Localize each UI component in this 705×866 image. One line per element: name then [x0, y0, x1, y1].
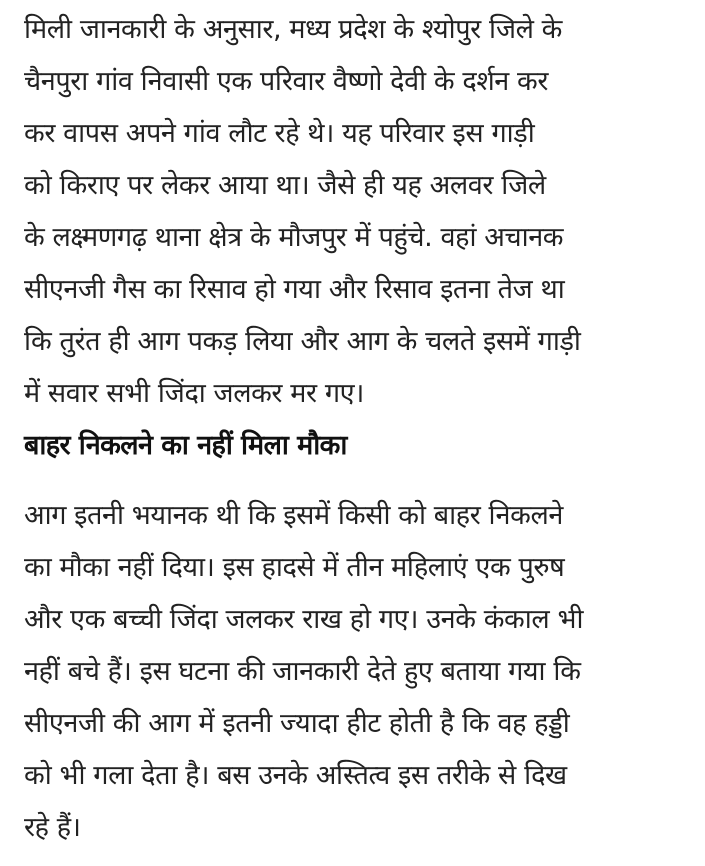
paragraph-1-line: चैनपुरा गांव निवासी एक परिवार वैष्णो देवी के दर्शन कर — [24, 66, 549, 97]
paragraph-1-line: मिली जानकारी के अनुसार, मध्य प्रदेश के श्योपुर जिले के — [24, 14, 563, 45]
paragraph-2-line: रहे हैं। — [24, 812, 81, 843]
paragraph-2-line: आग इतनी भयानक थी कि इसमें किसी को बाहर निकलने — [24, 500, 563, 531]
subheading: बाहर निकलने का नहीं मिला मौका — [24, 430, 347, 461]
paragraph-2-line: सीएनजी की आग में इतनी ज्यादा हीट होती है कि वह हड्डी — [24, 708, 570, 739]
paragraph-2-line: का मौका नहीं दिया। इस हादसे में तीन महिलाएं एक पुरुष — [24, 552, 565, 583]
paragraph-2-line: और एक बच्ची जिंदा जलकर राख हो गए। उनके कंकाल भी — [24, 604, 584, 635]
paragraph-1-line: सीएनजी गैस का रिसाव हो गया और रिसाव इतना तेज था — [24, 274, 565, 305]
paragraph-1-line: को किराए पर लेकर आया था। जैसे ही यह अलवर जिले — [24, 170, 546, 201]
paragraph-1-line: के लक्ष्मणगढ़ थाना क्षेत्र के मौजपुर में पहुंचे. वहां अचानक — [24, 222, 564, 253]
paragraph-2-line: को भी गला देता है। बस उनके अस्तित्व इस तरीके से दिख — [24, 760, 567, 791]
paragraph-1-line: कर वापस अपने गांव लौट रहे थे। यह परिवार इस गाड़ी — [24, 118, 535, 149]
paragraph-2-line: नहीं बचे हैं। इस घटना की जानकारी देते हुए बताया गया कि — [24, 656, 581, 687]
paragraph-1-line: में सवार सभी जिंदा जलकर मर गए। — [24, 378, 364, 409]
paragraph-1-line: कि तुरंत ही आग पकड़ लिया और आग के चलते इसमें गाड़ी — [24, 326, 581, 357]
